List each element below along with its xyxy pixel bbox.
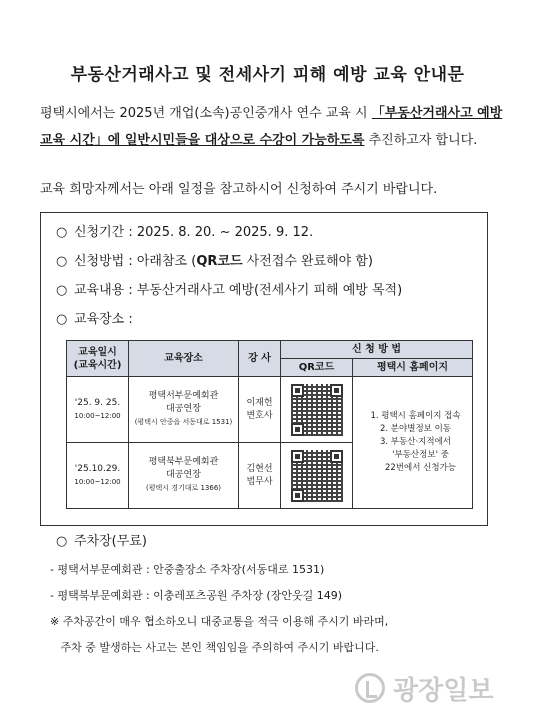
homepage-steps bbox=[353, 377, 473, 509]
header-qr: QR코드 bbox=[281, 359, 353, 377]
step-item: 1. 평택시 홈페이지 접속 bbox=[370, 411, 461, 421]
step-item: 22번에서 신청가능 bbox=[385, 463, 456, 473]
parking-title bbox=[56, 530, 147, 549]
row-date-text: '25.10.29. bbox=[74, 463, 121, 474]
content-text: 교육내용 : 부동산거래사고 예방(전세사기 피해 예방 목적) bbox=[74, 283, 403, 298]
row-lecturer-name: 김현선 bbox=[246, 463, 273, 474]
header-lecturer: 강 사 bbox=[239, 341, 281, 377]
qr-code-icon[interactable] bbox=[291, 450, 343, 502]
qr-code-icon[interactable] bbox=[291, 384, 343, 436]
header-place: 교육장소 bbox=[129, 341, 239, 377]
watermark-logo-icon bbox=[355, 673, 385, 703]
row-place-name: 평택북부문예회관 bbox=[148, 457, 219, 467]
parking-line: ※ 주차공간이 매우 협소하오니 대중교통을 적극 이용해 주시기 바라며, bbox=[50, 615, 389, 628]
location-text: 교육장소 : bbox=[74, 312, 133, 327]
row-place-hall: 대공연장 bbox=[166, 404, 201, 414]
row-qr-cell bbox=[281, 377, 353, 443]
row-place bbox=[129, 443, 239, 509]
row-lecturer bbox=[239, 443, 281, 509]
step-item: 2. 분야별정보 이동 bbox=[380, 424, 451, 434]
header-homepage: 평택시 홈페이지 bbox=[353, 359, 473, 377]
row-lecturer-title: 변호사 bbox=[246, 410, 273, 421]
table-row bbox=[67, 377, 473, 443]
bullet-circle: ○ bbox=[56, 534, 68, 549]
parking-title-text: 주차장(무료) bbox=[74, 534, 147, 549]
row-time-text: 10:00~12:00 bbox=[74, 477, 121, 486]
bullet-circle: ○ bbox=[56, 254, 68, 269]
row-date bbox=[67, 377, 129, 443]
method-qr: QR코드 bbox=[196, 254, 243, 269]
row-date-text: '25. 9. 25. bbox=[74, 397, 121, 408]
intro-line2: 교육 희망자께서는 아래 일정을 참고하시어 신청하여 주시기 바랍니다. bbox=[40, 182, 438, 197]
method-prefix: 신청방법 : 아래참조 ( bbox=[74, 254, 197, 269]
item-period bbox=[56, 224, 313, 242]
row-qr-cell bbox=[281, 443, 353, 509]
bullet-circle: ○ bbox=[56, 225, 68, 240]
intro-paragraph bbox=[40, 100, 510, 154]
item-content bbox=[56, 282, 402, 300]
schedule-table bbox=[66, 340, 473, 509]
intro-text-part1: 평택시에서는 2025년 개업(소속)공인중개사 연수 교육 시 bbox=[40, 106, 372, 121]
parking-line: - 평택서부문예회관 : 안중출장소 주차장(서동대로 1531) bbox=[50, 563, 325, 576]
row-place bbox=[129, 377, 239, 443]
header-date-sub: (교육시간) bbox=[73, 359, 122, 371]
intro-text-part2: 추진하고자 합니다. bbox=[364, 133, 478, 148]
row-time-text: 10:00~12:00 bbox=[74, 411, 121, 420]
row-lecturer-name: 이재헌 bbox=[246, 397, 273, 408]
step-item: 3. 부동산·지적에서 bbox=[380, 437, 451, 447]
bullet-circle: ○ bbox=[56, 283, 68, 298]
header-date bbox=[67, 341, 129, 377]
step-item: '부동산정보' 중 bbox=[392, 450, 449, 460]
document-title: 부동산거래사고 및 전세사기 피해 예방 교육 안내문 bbox=[70, 65, 465, 85]
item-location bbox=[56, 311, 133, 329]
method-suffix: 사전접수 완료해야 함) bbox=[242, 254, 374, 269]
header-date-label: 교육일시 bbox=[78, 346, 117, 358]
header-apply: 신 청 방 법 bbox=[281, 341, 473, 359]
row-place-addr: (평택시 안중읍 서동대로 1531) bbox=[134, 418, 233, 426]
watermark-text: 광장일보 bbox=[393, 675, 494, 706]
row-place-addr: (평택시 경기대로 1366) bbox=[145, 484, 222, 492]
watermark bbox=[355, 668, 525, 708]
parking-line: 주차 중 발생하는 사고는 본인 책임임을 주의하여 주시기 바랍니다. bbox=[50, 641, 379, 654]
intro-emphasis: 「부동산거래사고 예방 교육 시간」에 일반시민들을 대상으로 수강이 가능하도록 bbox=[40, 106, 503, 148]
bullet-circle: ○ bbox=[56, 312, 68, 327]
row-place-hall: 대공연장 bbox=[166, 470, 201, 480]
row-date bbox=[67, 443, 129, 509]
parking-line: - 평택북부문예회관 : 이충레포츠공원 주차장 (장안웃길 149) bbox=[50, 589, 343, 602]
item-method bbox=[56, 253, 373, 271]
row-lecturer-title: 법무사 bbox=[246, 476, 273, 487]
row-place-name: 평택서부문예회관 bbox=[148, 391, 219, 401]
period-text: 신청기간 : 2025. 8. 20. ~ 2025. 9. 12. bbox=[74, 225, 314, 240]
row-lecturer bbox=[239, 377, 281, 443]
